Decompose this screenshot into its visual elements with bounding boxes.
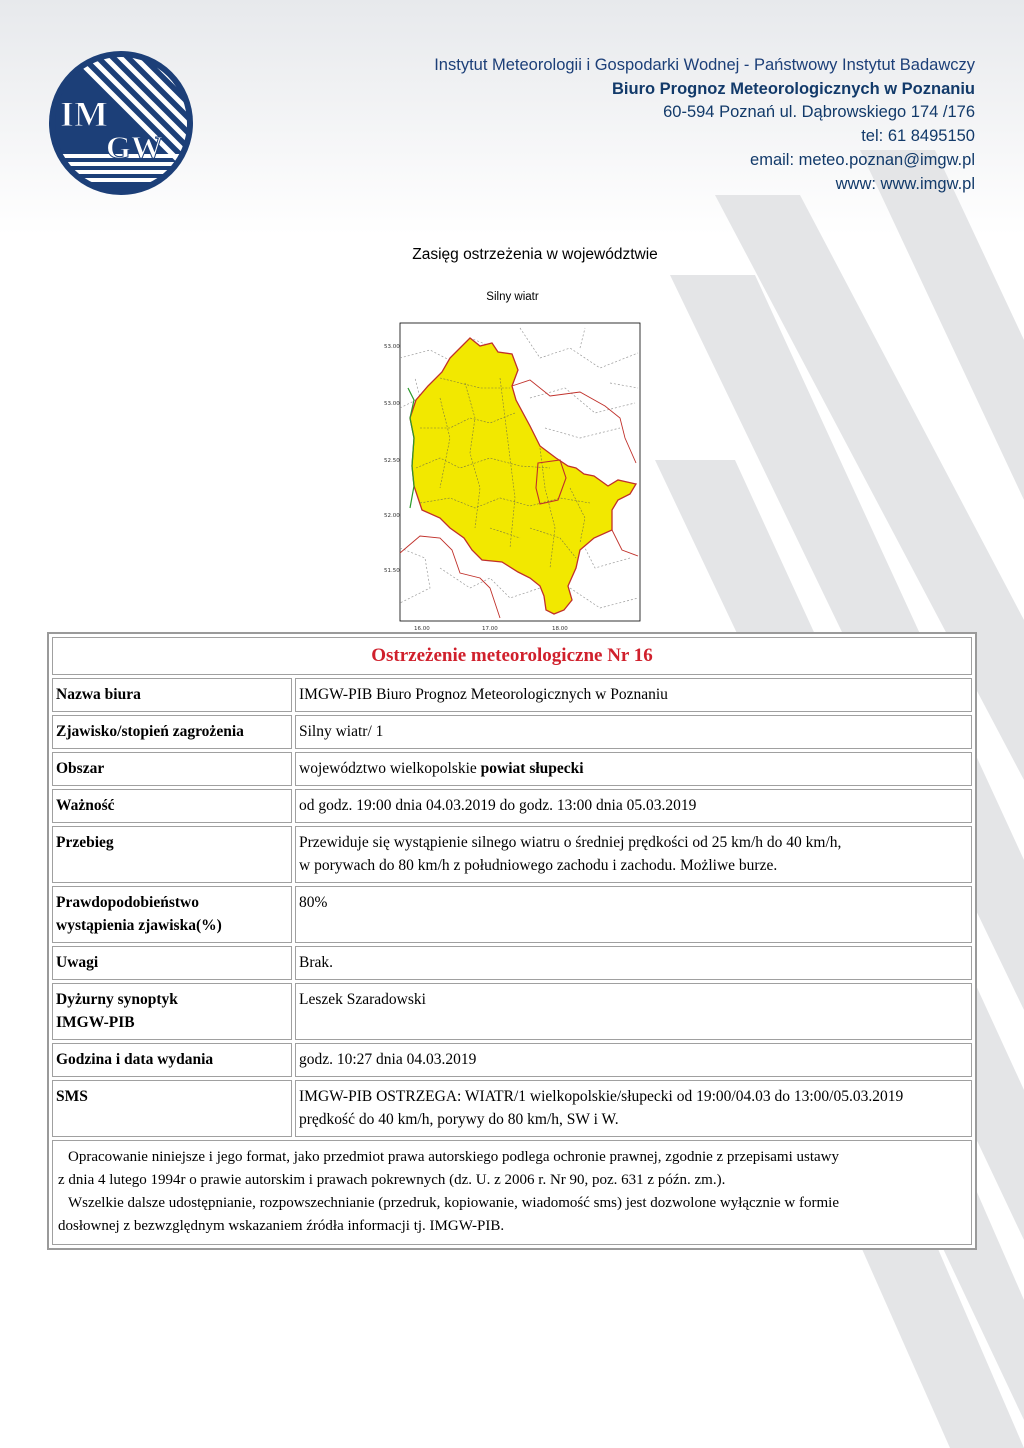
table-footer-row <box>52 1140 972 1245</box>
table-row <box>52 1080 972 1137</box>
email-link[interactable]: email: meteo.poznan@imgw.pl <box>750 150 975 169</box>
office-name: Biuro Prognoz Meteorologicznych w Poznaniu <box>611 79 975 98</box>
phenomenon-value: Silny wiatr/ 1 <box>295 715 972 749</box>
logo-text-top: IM <box>60 94 108 134</box>
y-tick: 51.50 <box>384 568 400 574</box>
y-tick: 53.00 <box>384 344 400 350</box>
forecaster-label-line-1: Dyżurny synoptyk <box>56 991 178 1008</box>
forecaster-label-line-2: IMGW-PIB <box>56 1014 135 1031</box>
table-row <box>52 752 972 786</box>
table-row <box>52 983 972 1040</box>
imgw-logo <box>48 50 194 196</box>
table-row <box>52 715 972 749</box>
warning-table <box>47 632 977 1250</box>
copyright-line-4: dosłownej z bezwzględnym wskazaniem źródła informacji tj. IMGW-PIB. <box>58 1218 505 1234</box>
office-value: IMGW-PIB Biuro Prognoz Meteorologicznych w Poznaniu <box>295 678 972 712</box>
header-contact <box>335 54 975 196</box>
sms-line-1: IMGW-PIB OSTRZEGA: WIATR/1 wielkopolskie/słupecki od 19:00/04.03 do 13:00/05.03.2019 <box>299 1088 904 1105</box>
issued-value: godz. 10:27 dnia 04.03.2019 <box>295 1043 972 1077</box>
course-label: Przebieg <box>52 826 292 883</box>
area-voivodeship: województwo wielkopolskie <box>299 760 481 777</box>
sms-line-2: prędkość do 40 km/h, porywy do 80 km/h, SW i W. <box>299 1111 619 1128</box>
y-tick: 52.00 <box>384 513 400 519</box>
sms-label: SMS <box>52 1080 292 1137</box>
x-tick: 16.00 <box>414 626 430 632</box>
course-line-2: w porywach do 80 km/h z południowego zachodu i zachodu. Możliwe burze. <box>299 857 778 874</box>
y-tick: 53.00 <box>384 401 400 407</box>
x-tick: 17.00 <box>482 626 498 632</box>
probability-label-line-2: wystąpienia zjawiska(%) <box>56 917 222 934</box>
probability-value: 80% <box>295 886 972 943</box>
y-tick: 52.50 <box>384 458 400 464</box>
forecaster-label <box>52 983 292 1040</box>
issued-label: Godzina i data wydania <box>52 1043 292 1077</box>
probability-label-line-1: Prawdopodobieństwo <box>56 894 199 911</box>
forecaster-value: Leszek Szaradowski <box>295 983 972 1040</box>
table-title-row <box>52 637 972 675</box>
copyright-line-3: Wszelkie dalsze udostępnianie, rozpowszechnianie (przedruk, kopiowanie, wiadomość sms) jest dozwolone wyłącznie w formie <box>68 1195 839 1211</box>
remarks-label: Uwagi <box>52 946 292 980</box>
phone: tel: 61 8495150 <box>861 127 975 146</box>
phenomenon-label: Zjawisko/stopień zagrożenia <box>52 715 292 749</box>
table-row <box>52 1043 972 1077</box>
probability-label <box>52 886 292 943</box>
area-value <box>295 752 972 786</box>
map-subtitle: Silny wiatr <box>486 291 539 303</box>
remarks-value: Brak. <box>295 946 972 980</box>
table-row <box>52 789 972 823</box>
table-row <box>52 946 972 980</box>
validity-value: od godz. 19:00 dnia 04.03.2019 do godz. 13:00 dnia 05.03.2019 <box>295 789 972 823</box>
table-row <box>52 678 972 712</box>
copyright-line-1: Opracowanie niniejsze i jego format, jako przedmiot prawa autorskiego podlega ochronie prawnej, zgodnie z przepisami ustawy <box>68 1149 839 1165</box>
sms-value <box>295 1080 972 1137</box>
copyright-notice <box>52 1140 972 1245</box>
logo-text-bottom: GW <box>106 129 163 165</box>
warning-map <box>380 288 665 633</box>
map-title: Zasięg ostrzeżenia w województwie <box>412 246 658 263</box>
address: 60-594 Poznań ul. Dąbrowskiego 174 /176 <box>663 103 975 122</box>
table-row <box>52 826 972 883</box>
institute-name: Instytut Meteorologii i Gospodarki Wodnej - Państwowy Instytut Badawczy <box>434 56 975 74</box>
warning-title: Ostrzeżenie meteorologiczne Nr 16 <box>52 637 972 675</box>
office-label: Nazwa biura <box>52 678 292 712</box>
website-link[interactable]: www: www.imgw.pl <box>835 174 975 193</box>
x-tick: 18.00 <box>552 626 568 632</box>
course-line-1: Przewiduje się wystąpienie silnego wiatru o średniej prędkości od 25 km/h do 40 km/h, <box>299 834 842 851</box>
table-row <box>52 886 972 943</box>
validity-label: Ważność <box>52 789 292 823</box>
copyright-line-2: z dnia 4 lutego 1994r o prawie autorskim i prawach pokrewnych (dz. U. z 2006 r. Nr 90, poz. 631 z późn. zm.). <box>58 1172 726 1188</box>
course-value <box>295 826 972 883</box>
area-label: Obszar <box>52 752 292 786</box>
area-county: powiat słupecki <box>480 760 584 777</box>
